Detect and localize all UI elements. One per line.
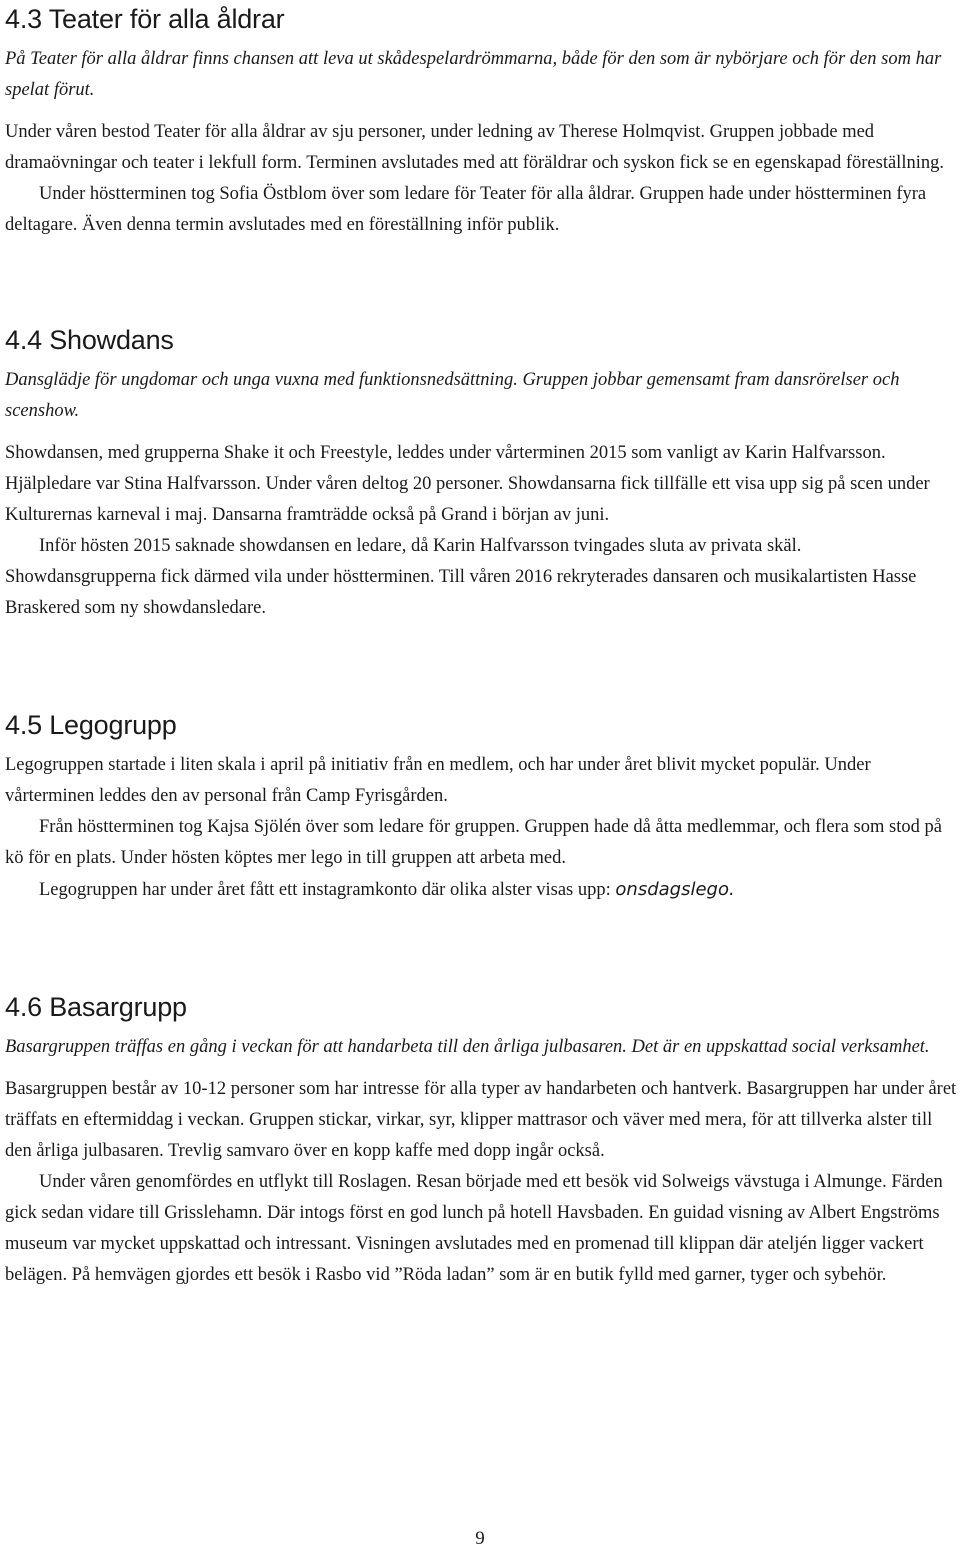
body-text: Legogruppen har under året fått ett instagramkonto där olika alster visas upp: — [39, 880, 611, 900]
body-paragraph: Från höstterminen tog Kajsa Sjölén över som ledare för gruppen. Gruppen hade då åtta medlemmar, och flera som stod på kö för en plats. Under hösten köptes mer lego in till gruppen att arbeta med. — [5, 817, 942, 868]
section-intro: Dansglädje för ungdomar och unga vuxna med funktionsnedsättning. Gruppen jobbar gemensamt fram dansrörelser och scenshow. — [5, 370, 900, 421]
body-paragraph: Under våren genomfördes en utflykt till Roslagen. Resan började med ett besök vid Solweigs vävstuga i Almunge. Färden gick sedan vidare till Grisslehamn. Där intogs först en god lunch på hotell Havsbaden. En guidad visning av Albert Engströms museum var mycket uppskattad och intressant. Visningen avslutades med en promenad till klippan där ateljén ligger vackert belägen. På hemvägen gjordes ett besök i Rasbo vid ”Röda ladan” som är en butik fylld med garner, tyger och sybehör. — [5, 1172, 943, 1285]
section-heading: 4.4 Showdans — [5, 325, 174, 355]
section-showdans — [5, 323, 957, 624]
section-teater — [5, 2, 957, 241]
section-heading: 4.5 Legogrupp — [5, 710, 177, 740]
section-heading: 4.3 Teater för alla åldrar — [5, 4, 285, 34]
section-heading: 4.6 Basargrupp — [5, 992, 187, 1022]
section-legogrupp — [5, 708, 957, 906]
instagram-account-name: onsdagslego. — [615, 879, 735, 900]
body-paragraph: Inför hösten 2015 saknade showdansen en ledare, då Karin Halfvarsson tvingades sluta av privata skäl. Showdansgrupperna fick därmed vila under höstterminen. Till våren 2016 rekryterades dansaren och musikalartisten Hasse Braskered som ny showdansledare. — [5, 536, 917, 618]
body-paragraph — [5, 874, 957, 906]
body-paragraph: Under våren bestod Teater för alla åldrar av sju personer, under ledning av Therese Holmqvist. Gruppen jobbade med dramaövningar och teater i lekfull form. Terminen avslutades med att föräldrar och syskon fick se en egenskapad föreställning. — [5, 122, 944, 173]
section-basargrupp — [5, 990, 957, 1291]
body-paragraph: Showdansen, med grupperna Shake it och Freestyle, leddes under vårterminen 2015 som vanligt av Karin Halfvarsson. Hjälpledare var Stina Halfvarsson. Under våren deltog 20 personer. Showdansarna fick tillfälle ett visa upp sig på scen under Kulturernas karneval i maj. Dansarna framträdde också på Grand i början av juni. — [5, 443, 930, 525]
body-paragraph: Basargruppen består av 10-12 personer som har intresse för alla typer av handarbeten och hantverk. Basargruppen har under året träffats en eftermiddag i veckan. Gruppen stickar, virkar, syr, klipper mattrasor och väver med mera, för att tillverka alster till den årliga julbasaren. Trevlig samvaro över en kopp kaffe med dopp ingår också. — [5, 1079, 957, 1161]
page-number: 9 — [475, 1528, 485, 1549]
section-intro: Basargruppen träffas en gång i veckan för att handarbeta till den årliga julbasaren. Det är en uppskattad social verksamhet. — [5, 1037, 930, 1057]
section-intro: På Teater för alla åldrar finns chansen att leva ut skådespelardrömmarna, både för den som är nybörjare och för den som har spelat förut. — [5, 49, 942, 100]
body-paragraph: Legogruppen startade i liten skala i april på initiativ från en medlem, och har under året blivit mycket populär. Under vårterminen leddes den av personal från Camp Fyrisgården. — [5, 755, 871, 806]
body-paragraph: Under höstterminen tog Sofia Östblom över som ledare för Teater för alla åldrar. Gruppen hade under höstterminen fyra deltagare. Även denna termin avslutades med en föreställning inför publik. — [5, 184, 927, 235]
